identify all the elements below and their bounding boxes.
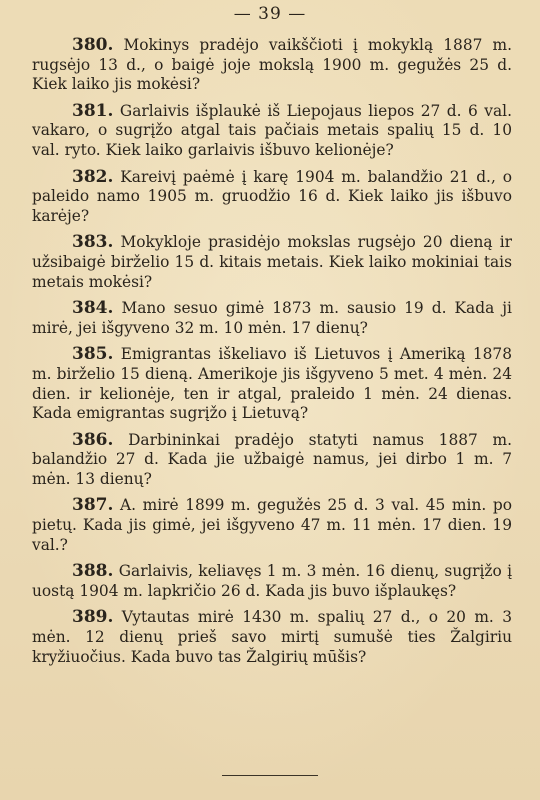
problem-383 xyxy=(32,233,512,292)
problem-list xyxy=(32,36,512,674)
problem-text: Darbininkai pradėjo statyti namus 1887 m. balandžio 27 d. Kada jie užbaigė namus, jei dirbo 1 m. 7 mėn. 13 dienų? xyxy=(32,430,512,488)
end-rule-divider xyxy=(222,775,318,776)
problem-380 xyxy=(32,36,512,95)
problem-number: 389. xyxy=(72,607,114,628)
problem-text: Emigrantas iškeliavo iš Lietuvos į Ameriką 1878 m. birželio 15 dieną. Amerikoje jis išgyveno 5 met. 4 mėn. 24 dien. ir kelionėje, ten ir atgal, praleido 1 mėn. 24 dienas. Kada emigrantas sugrįžo į Lietuvą? xyxy=(32,345,512,423)
problem-text: Garlaivis, keliavęs 1 m. 3 mėn. 16 dienų, sugrįžo į uostą 1904 m. lapkričio 26 d. Kada jis buvo išplaukęs? xyxy=(32,562,512,600)
problem-number: 387. xyxy=(72,495,114,516)
problem-text: Mano sesuo gimė 1873 m. sausio 19 d. Kada ji mirė, jei išgyveno 32 m. 10 mėn. 17 dienų? xyxy=(32,299,512,337)
problem-382 xyxy=(32,168,512,227)
problem-number: 388. xyxy=(72,561,114,582)
problem-text: A. mirė 1899 m. gegužės 25 d. 3 val. 45 min. po pietų. Kada jis gimė, jei išgyveno 47 m. 11 mėn. 17 dien. 19 val.? xyxy=(32,496,512,554)
problem-text: Kareivį paėmė į karę 1904 m. balandžio 21 d., o paleido namo 1905 m. gruodžio 16 d. Kiek laiko jis išbuvo karėje? xyxy=(32,167,512,225)
page-number: — 39 — xyxy=(233,4,307,24)
problem-381 xyxy=(32,102,512,161)
problem-389 xyxy=(32,608,512,667)
problem-number: 381. xyxy=(72,100,114,121)
problem-number: 383. xyxy=(72,232,114,253)
problem-text: Vytautas mirė 1430 m. spalių 27 d., o 20 m. 3 mėn. 12 dienų prieš savo mirtį sumušė ties Žalgiriu kryžiuočius. Kada buvo tas Žalgirių mūšis? xyxy=(32,608,512,666)
problem-387 xyxy=(32,496,512,555)
problem-384 xyxy=(32,299,512,338)
problem-385 xyxy=(32,345,512,423)
problem-number: 382. xyxy=(72,166,114,187)
problem-text: Mokykloje prasidėjo mokslas rugsėjo 20 dieną ir užsibaigė birželio 15 d. kitais metais. Kiek laiko mokiniai tais metais mokėsi? xyxy=(32,233,512,291)
problem-388 xyxy=(32,562,512,601)
problem-number: 385. xyxy=(72,344,114,365)
problem-number: 384. xyxy=(72,298,114,319)
problem-number: 380. xyxy=(72,35,114,55)
problem-text: Garlaivis išplaukė iš Liepojaus liepos 27 d. 6 val. vakaro, o sugrįžo atgal tais pačiais metais spalių 15 d. 10 val. ryto. Kiek laiko garlaivis išbuvo kelionėje? xyxy=(32,101,512,159)
problem-386 xyxy=(32,431,512,490)
problem-text: Mokinys pradėjo vaikščioti į mokyklą 1887 m. rugsėjo 13 d., o baigė joje mokslą 1900 m. gegužės 25 d. Kiek laiko jis mokėsi? xyxy=(32,36,512,94)
problem-number: 386. xyxy=(72,429,114,450)
